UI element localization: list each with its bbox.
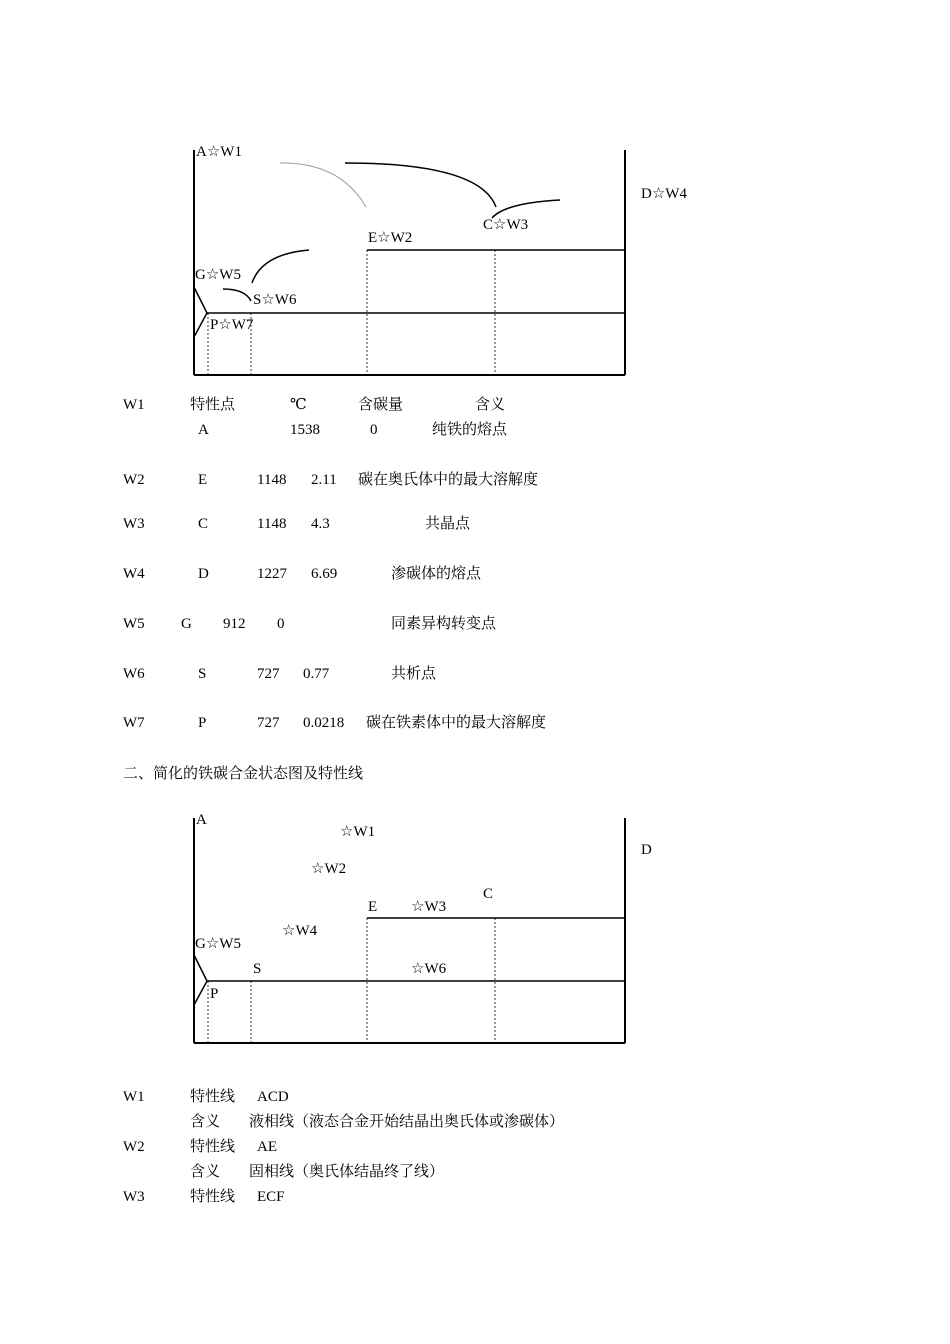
row-carbon: 6.69 <box>311 566 338 582</box>
row-point: S <box>198 666 207 682</box>
row-id: W5 <box>123 616 145 632</box>
label-w6: ☆W6 <box>411 961 447 977</box>
row-id: W6 <box>123 666 145 682</box>
line-meaning: 液相线（液态合金开始结晶出奥氏体或渗碳体） <box>249 1114 565 1130</box>
label-d: D☆W4 <box>641 186 687 202</box>
section-title: 二、简化的铁碳合金状态图及特性线 <box>123 766 364 782</box>
row-temp: 727 <box>257 666 280 682</box>
row-meaning: 碳在铁素体中的最大溶解度 <box>366 715 547 731</box>
line-label: 特性线 <box>190 1139 236 1155</box>
line-label: 特性线 <box>190 1189 236 1205</box>
row-meaning: 碳在奥氏体中的最大溶解度 <box>358 472 539 488</box>
table-id-w1: W1 <box>123 397 145 413</box>
row-id: W4 <box>123 566 145 582</box>
row-point: P <box>198 715 207 731</box>
row-a-carbon: 0 <box>370 422 378 438</box>
header-carbon: 含碳量 <box>358 397 404 413</box>
row-carbon: 0 <box>277 616 285 632</box>
row-a-point: A <box>198 422 209 438</box>
label-a: A <box>196 812 207 828</box>
row-temp: 912 <box>223 616 246 632</box>
row-point: G <box>181 616 192 632</box>
header-point: 特性点 <box>190 397 236 413</box>
row-carbon: 4.3 <box>311 516 330 532</box>
label-w2: ☆W2 <box>311 861 347 877</box>
row-a-temp: 1538 <box>290 422 320 438</box>
row-a-meaning: 纯铁的熔点 <box>432 422 508 438</box>
label-g: G☆W5 <box>195 936 241 952</box>
row-point: E <box>198 472 208 488</box>
line-row-id: W1 <box>123 1089 145 1105</box>
line-meaning: 固相线（奥氏体结晶终了线） <box>249 1164 445 1180</box>
line-row-id: W2 <box>123 1139 145 1155</box>
line-value: ECF <box>257 1189 285 1205</box>
row-meaning: 共晶点 <box>425 516 471 532</box>
row-meaning: 同素异构转变点 <box>391 616 497 632</box>
label-s: S☆W6 <box>253 292 297 308</box>
label-w3: ☆W3 <box>411 899 447 915</box>
row-temp: 1148 <box>257 472 287 488</box>
header-meaning: 含义 <box>475 397 506 413</box>
row-temp: 1148 <box>257 516 287 532</box>
row-id: W2 <box>123 472 145 488</box>
row-meaning: 共析点 <box>391 666 437 682</box>
row-carbon: 0.0218 <box>303 715 345 731</box>
row-id: W7 <box>123 715 145 731</box>
label-s: S <box>253 961 262 977</box>
label-c: C <box>483 886 494 902</box>
row-temp: 1227 <box>257 566 287 582</box>
meaning-label: 含义 <box>190 1114 221 1130</box>
header-temp: ℃ <box>290 397 307 413</box>
line-label: 特性线 <box>190 1089 236 1105</box>
meaning-label: 含义 <box>190 1164 221 1180</box>
gp-wedge <box>194 955 207 1005</box>
row-carbon: 0.77 <box>303 666 330 682</box>
label-w4: ☆W4 <box>282 923 318 939</box>
label-c: C☆W3 <box>483 217 529 233</box>
row-meaning: 渗碳体的熔点 <box>391 566 482 582</box>
row-temp: 727 <box>257 715 280 731</box>
row-point: D <box>198 566 209 582</box>
label-w1: ☆W1 <box>340 824 376 840</box>
line-row-id: W3 <box>123 1189 145 1205</box>
label-p: P <box>210 986 219 1002</box>
label-e: E <box>368 899 378 915</box>
row-id: W3 <box>123 516 145 532</box>
line-value: ACD <box>257 1089 289 1105</box>
row-point: C <box>198 516 209 532</box>
label-a: A☆W1 <box>196 144 242 160</box>
label-g: G☆W5 <box>195 267 241 283</box>
label-d: D <box>641 842 652 858</box>
row-carbon: 2.11 <box>311 472 337 488</box>
label-p: P☆W7 <box>210 317 254 333</box>
line-value: AE <box>257 1139 277 1155</box>
label-e: E☆W2 <box>368 230 413 246</box>
